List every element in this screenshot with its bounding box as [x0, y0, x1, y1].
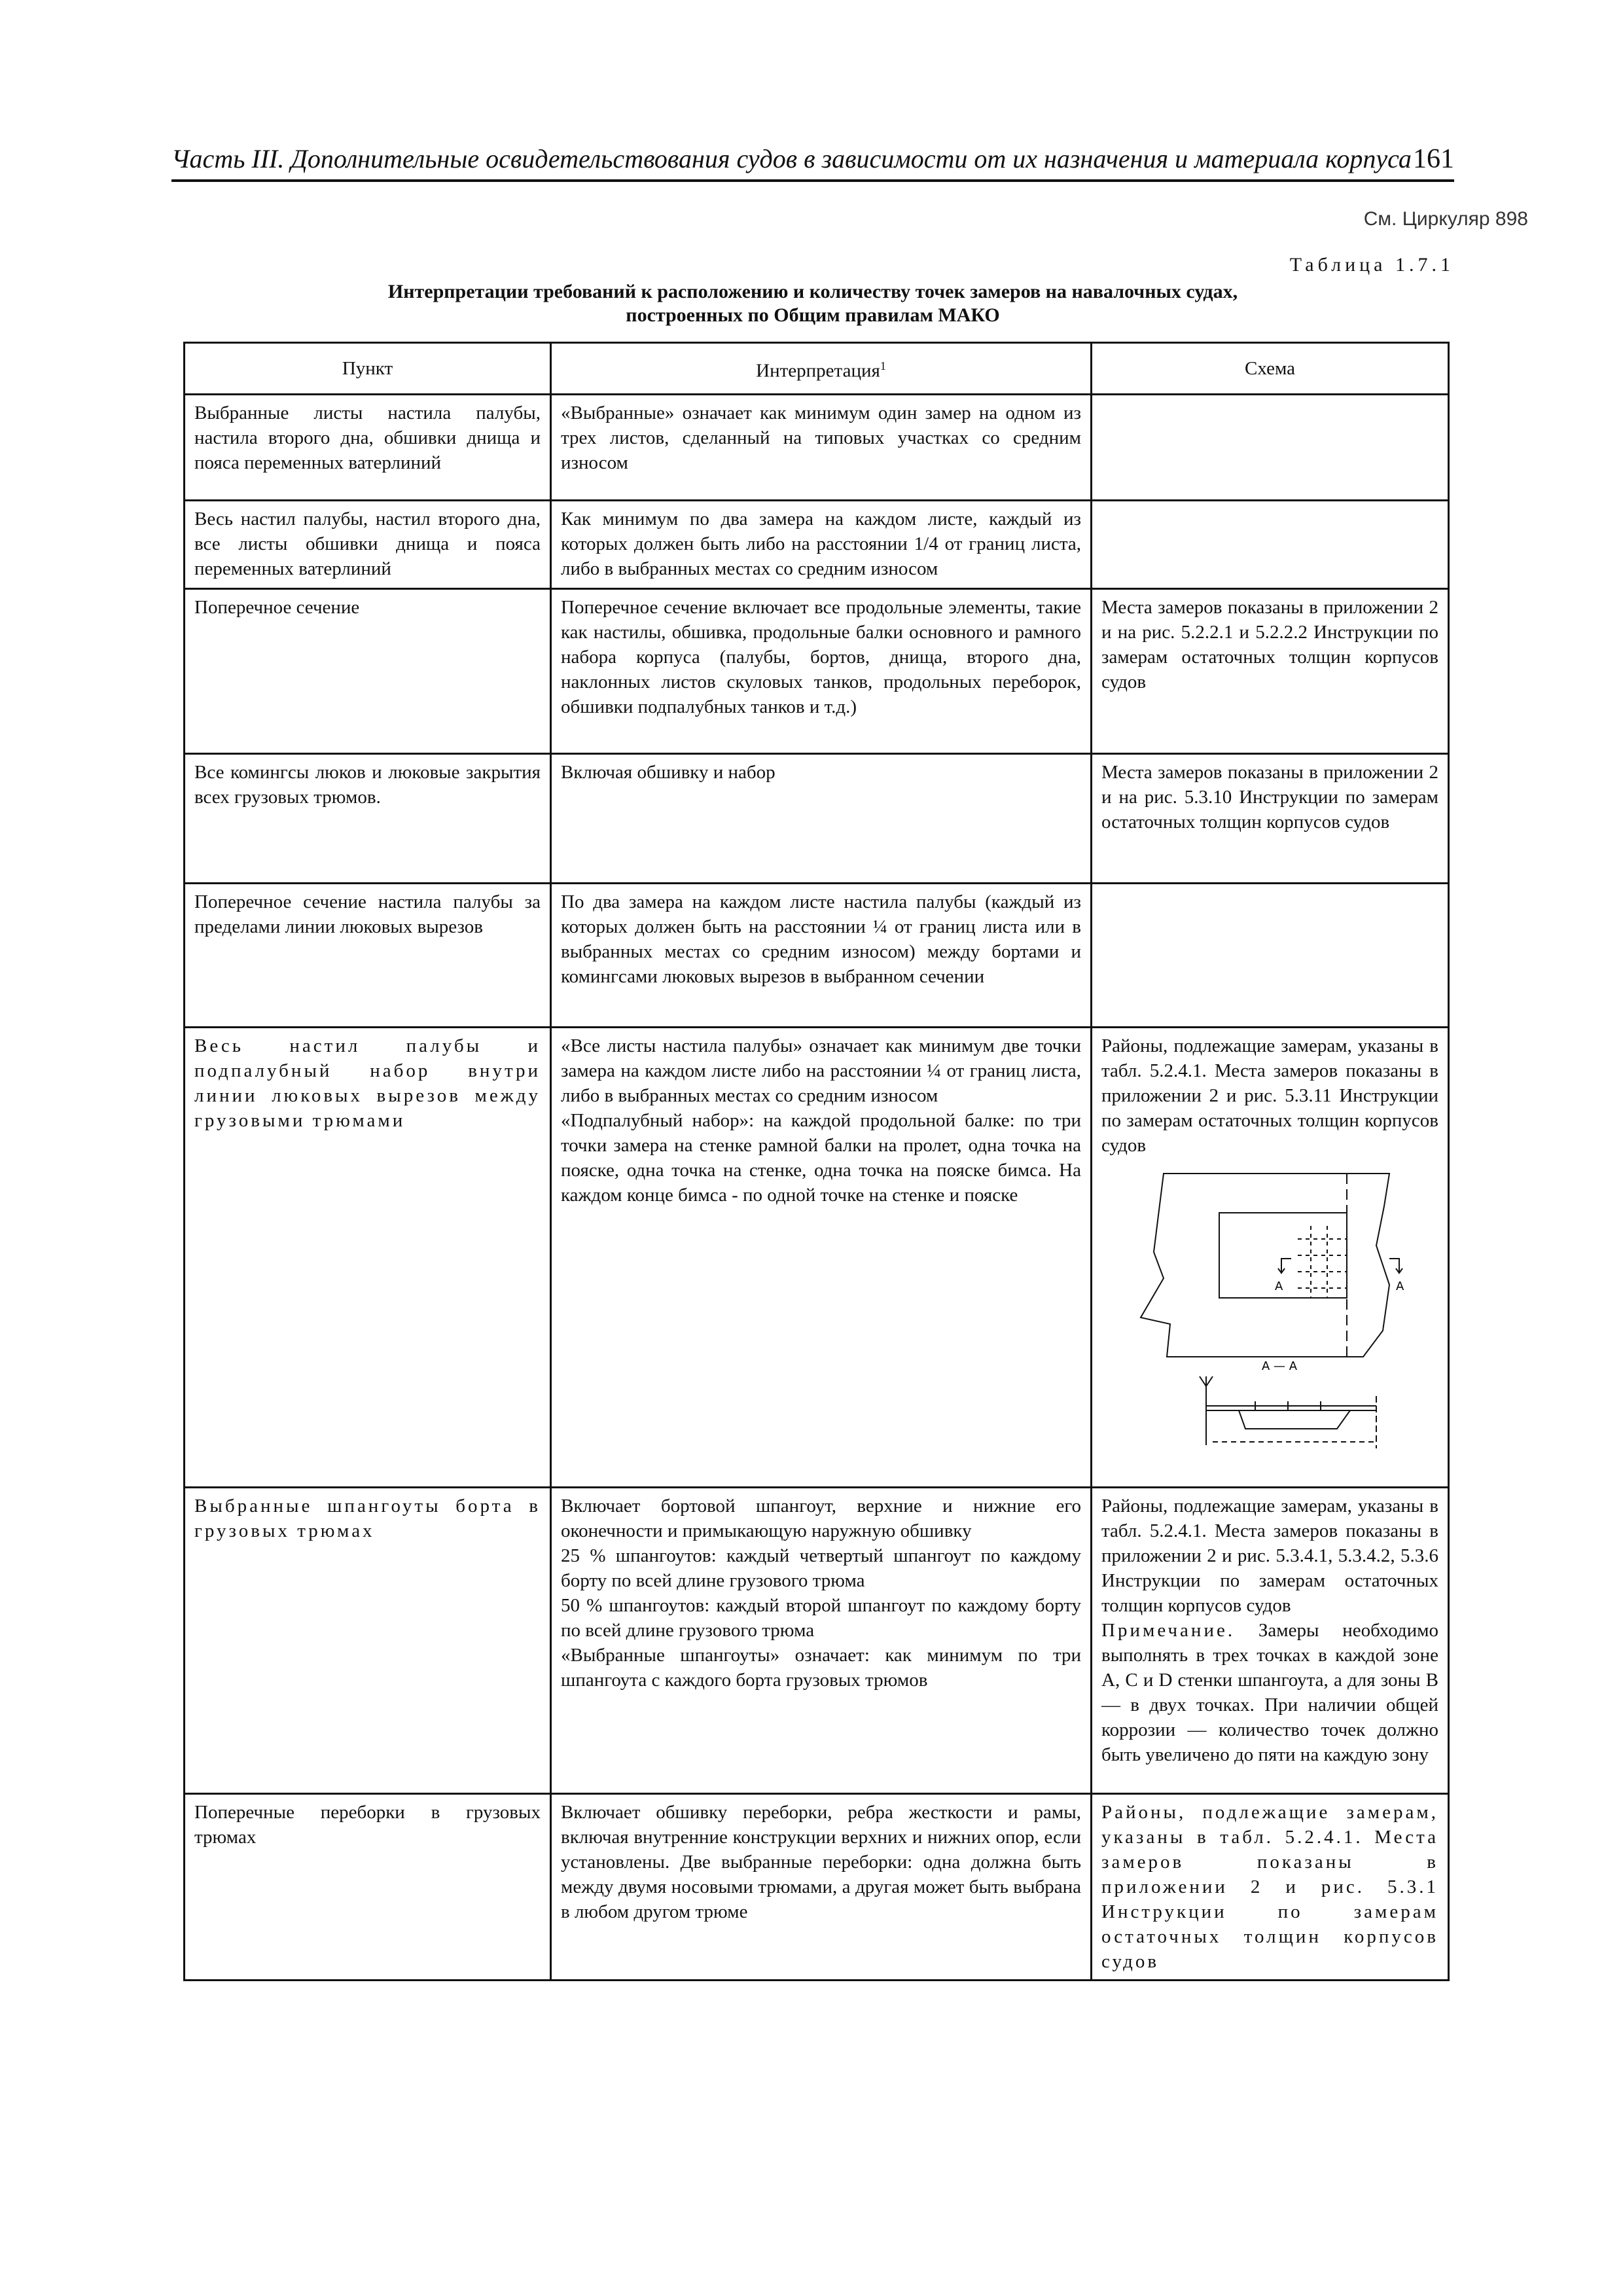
header-interpretation-text: Интерпретация [756, 360, 880, 382]
running-header [171, 143, 1454, 182]
item-cell [185, 1028, 551, 1488]
scheme-text: Районы, подлежащие замерам, указаны в табл. 5.2.4.1. Места замеров показаны в приложении 2 и рис. 5.3.1 Инструкции по замерам остаточных толщин корпусов судов [1101, 1802, 1438, 1972]
header-interpretation [551, 343, 1092, 395]
item-cell: Весь настил палубы, настил второго дна, все листы обшивки днища и пояса переменных ватерлиний [185, 501, 551, 589]
item-cell: Все комингсы люков и люковые закрытия всех грузовых трюмов. [185, 754, 551, 884]
circular-reference: См. Циркуляр 898 [1363, 208, 1528, 230]
interpretation-text: По два замера на каждом листе настила палубы (каждый из которых должен быть на расстоянии ¼ от границ листа или в выбранных местах со средним износом) между бортами и комингсами люковых вырезов в выбранном сечении [561, 891, 1081, 987]
item-cell: Выбранные листы настила палубы, настила второго дна, обшивки днища и пояса переменных ватерлиний [185, 395, 551, 501]
scheme-cell [1092, 1028, 1449, 1488]
header-scheme: Схема [1092, 343, 1449, 395]
interpretation-text: Как минимум по два замера на каждом листе, каждый из которых должен быть либо на расстоянии 1/4 от границ листа, либо в выбранных местах со средним износом [561, 509, 1081, 579]
interpretation-text: «Выбранные» означает как минимум один замер на одном из трех листов, сделанный на типовых участках со средним износом [561, 403, 1081, 473]
interpretation-text: «Все листы настила палубы» означает как минимум две точки замера на каждом листе либо на расстоянии ¼ от границ листа, либо в выбранных местах со средним износом [561, 1035, 1081, 1106]
table-row [185, 754, 1449, 884]
running-title: Часть III. Дополнительные освидетельствования судов в зависимости от их назначения и материала корпуса [171, 144, 1412, 173]
interpretation-cell [551, 884, 1092, 1028]
deck-outline [1141, 1174, 1389, 1357]
interpretation-text: Включая обшивку и набор [561, 762, 776, 783]
scheme-text: Места замеров показаны в приложении 2 и на рис. 5.3.10 Инструкции по замерам остаточных толщин корпусов судов [1101, 762, 1438, 833]
scheme-text: Районы, подлежащие замерам, указаны в табл. 5.2.4.1. Места замеров показаны в приложении 2 и рис. 5.3.4.1, 5.3.4.2, 5.3.6 Инструкции по замерам остаточных толщин корпусов судов [1101, 1496, 1438, 1616]
scheme-text: Места замеров показаны в приложении 2 и на рис. 5.2.2.1 и 5.2.2.2 Инструкции по замерам остаточных толщин корпусов судов [1101, 597, 1438, 692]
interpretation-text: 25 % шпангоутов: каждый четвертый шпангоут по каждому борту по всей длине грузового трюма [561, 1545, 1081, 1591]
scheme-cell [1092, 884, 1449, 1028]
table-title [171, 280, 1454, 327]
interpretation-cell [551, 1488, 1092, 1794]
table-row [185, 1794, 1449, 1981]
table-header-row [185, 343, 1449, 395]
item-text: Весь настил палубы и подпалубный набор внутри линии люковых вырезов между грузовыми трюмами [194, 1035, 541, 1131]
hatch-opening [1219, 1213, 1347, 1298]
note-text: Замеры необходимо выполнять в трех точках в каждой зоне A, C и D стенки шпангоута, а для зоны B — в двух точках. При наличии общей коррозии — количество точек должно быть увеличено до пяти на каждую зону [1101, 1620, 1438, 1765]
interpretation-text: «Подпалубный набор»: на каждой продольной балке: по три точки замера на стенке рамной балки на пролет, одна точка на пояске, одна точка на стенке, одна точка на пояске бимса. На каждом конце бимса - по одной точке на стенке и пояске [561, 1110, 1081, 1206]
section-view [1200, 1376, 1376, 1448]
item-cell: Поперечное сечение [185, 589, 551, 754]
interpretation-cell [551, 1028, 1092, 1488]
interpretation-cell [551, 395, 1092, 501]
item-cell [185, 1488, 551, 1794]
interpretation-table [183, 342, 1450, 1981]
interpretation-text: 50 % шпангоутов: каждый второй шпангоут по каждому борту по всей длине грузового трюма [561, 1595, 1081, 1641]
section-title: A — A [1262, 1359, 1298, 1373]
table-row [185, 1028, 1449, 1488]
interpretation-cell [551, 501, 1092, 589]
section-mark-left: A [1275, 1280, 1283, 1293]
table-row [185, 395, 1449, 501]
table-row [185, 1488, 1449, 1794]
interpretation-text: Поперечное сечение включает все продольные элементы, такие как настилы, обшивка, продольные балки основного и рамного набора корпуса (палубы, бортов, днища, второго дна, наклонных листов скуловых танков, продольных переборок, обшивки подпалубных танков и т.д.) [561, 597, 1081, 717]
item-cell: Поперечное сечение настила палубы за пределами линии люковых вырезов [185, 884, 551, 1028]
footnote-marker: 1 [880, 359, 886, 373]
page-number: 161 [1413, 144, 1454, 174]
scheme-cell [1092, 1794, 1449, 1981]
scheme-cell [1092, 589, 1449, 754]
interpretation-text: «Выбранные шпангоуты» означает: как минимум по три шпангоута с каждого борта грузовых трюмов [561, 1645, 1081, 1691]
measurement-grid [1298, 1226, 1347, 1298]
table-label: Таблица 1.7.1 [1289, 254, 1454, 276]
scheme-text: Районы, подлежащие замерам, указаны в табл. 5.2.4.1. Места замеров показаны в приложении 2 и рис. 5.3.11 Инструкции по замерам остаточных толщин корпусов судов [1101, 1035, 1438, 1156]
scheme-cell [1092, 501, 1449, 589]
section-arrows [1278, 1259, 1402, 1273]
scheme-cell [1092, 395, 1449, 501]
interpretation-text: Включает бортовой шпангоут, верхние и нижние его оконечности и примыкающую наружную обшивку [561, 1496, 1081, 1541]
table-row [185, 589, 1449, 754]
header-item: Пункт [185, 343, 551, 395]
interpretation-cell [551, 589, 1092, 754]
deck-hatch-schematic [1101, 1160, 1439, 1481]
interpretation-cell [551, 1794, 1092, 1981]
scheme-note [1101, 1618, 1438, 1767]
section-mark-right: A [1396, 1280, 1404, 1293]
scheme-cell [1092, 754, 1449, 884]
table-row [185, 501, 1449, 589]
interpretation-cell [551, 754, 1092, 884]
deck-plan-view [1141, 1174, 1402, 1357]
interpretation-text: Включает обшивку переборки, ребра жесткости и рамы, включая внутренние конструкции верхних и нижних опор, если установлены. Две выбранные переборки: одна должна быть между двумя носовыми трюмами, а другая может быть выбрана в любом другом трюме [561, 1802, 1081, 1922]
item-cell: Поперечные переборки в грузовых трюмах [185, 1794, 551, 1981]
table-title-line-2: построенных по Общим правилам МАКО [626, 304, 1000, 326]
scheme-cell [1092, 1488, 1449, 1794]
note-label: Примечание. [1101, 1620, 1236, 1641]
item-text: Выбранные шпангоуты борта в грузовых трюмах [194, 1496, 541, 1541]
table-title-line-1: Интерпретации требований к расположению и количеству точек замеров на навалочных судах, [387, 281, 1238, 302]
table-row [185, 884, 1449, 1028]
hatch-coaming [1239, 1410, 1350, 1429]
